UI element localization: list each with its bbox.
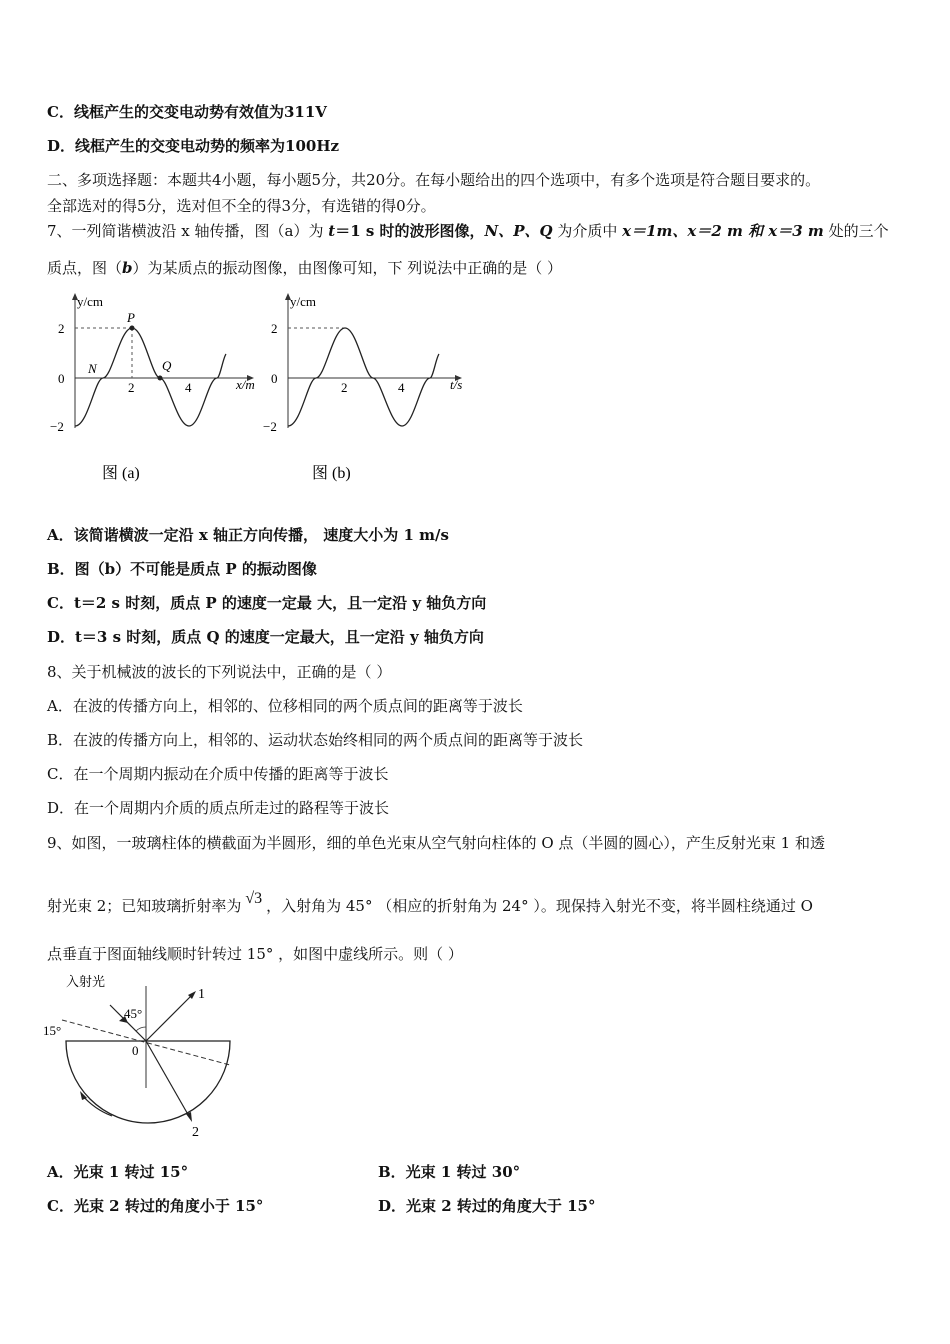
- q7-option-a: A．该简谐横波一定沿 x 轴正方向传播， 速度大小为 1 m/s: [47, 526, 449, 544]
- point-n-label: N: [88, 361, 97, 376]
- fig-a-ylabel: y/cm: [77, 294, 103, 309]
- section2-instructions-line2: 全部选对的得5分，选对但不全的得3分，有选错的得0分。: [47, 197, 436, 215]
- fig-b-ylabel: y/cm: [290, 294, 316, 309]
- fig-b-ytick-2: 2: [271, 321, 278, 336]
- fig-a-xtick-4: 4: [185, 380, 192, 395]
- q8-option-d: D．在一个周期内介质的质点所走过的路程等于波长: [47, 799, 390, 817]
- q7-stem-line2: 质点，图（b）为某质点的振动图像，由图像可知，下 列说法中正确的是（ ）: [47, 259, 563, 277]
- fig-a-caption: 图 (a): [102, 465, 140, 482]
- q6-option-c: C．线框产生的交变电动势有效值为311V: [47, 103, 327, 121]
- q9-option-d: D．光束 2 转过的角度大于 15°: [378, 1197, 596, 1215]
- fig-a-ytick-0: 0: [58, 371, 65, 386]
- fig-b-xtick-4: 4: [398, 380, 405, 395]
- point-p-label: P: [127, 310, 135, 325]
- q7-stem-line1: 7、一列简谐横波沿 x 轴传播，图（a）为 t＝1 s 时的波形图像，N、P、Q 为介质中 x＝1m、x＝2 m 和 x＝3 m 处的三个: [47, 222, 889, 240]
- q8-stem: 8、关于机械波的波长的下列说法中，正确的是（ ）: [47, 663, 392, 681]
- origin-label: 0: [132, 1043, 139, 1058]
- q6-option-d: D．线框产生的交变电动势的频率为100Hz: [47, 137, 340, 155]
- fig-b-ytick-0: 0: [271, 371, 278, 386]
- fig-b-ytick-neg2: −2: [263, 419, 277, 434]
- q9-option-a: A．光束 1 转过 15°: [47, 1163, 189, 1181]
- q9-stem-line3: 点垂直于图面轴线顺时针转过 15° ，如图中虚线所示。则（ ）: [47, 945, 463, 963]
- q8-option-c: C．在一个周期内振动在介质中传播的距离等于波长: [47, 765, 389, 783]
- q8-option-a: A．在波的传播方向上，相邻的、位移相同的两个质点间的距离等于波长: [47, 697, 523, 715]
- q7-figures: [40, 288, 480, 488]
- sqrt3-formula: √3: [245, 890, 263, 907]
- q9-figure: [40, 968, 240, 1143]
- point-q-label: Q: [162, 358, 172, 373]
- fig-a-ytick-neg2: −2: [50, 419, 64, 434]
- fig-a-xlabel: x/m: [236, 377, 255, 392]
- q9-stem-line1: 9、如图，一玻璃柱体的横截面为半圆形，细的单色光束从空气射向柱体的 O 点（半圆的圆心），产生反射光束 1 和透: [47, 834, 825, 852]
- section2-instructions-line1: 二、多项选择题：本题共4小题，每小题5分，共20分。在每小题给出的四个选项中，有多个选项是符合题目要求的。: [47, 171, 821, 189]
- fig-a-ytick-2: 2: [58, 321, 65, 336]
- q7-option-b: B．图（b）不可能是质点 P 的振动图像: [47, 560, 317, 578]
- figure-a: [50, 293, 255, 482]
- incident-light-label: 入射光: [66, 974, 106, 989]
- beam1-label: 1: [198, 987, 205, 1002]
- fig-a-xtick-2: 2: [128, 380, 135, 395]
- fig-b-xtick-2: 2: [341, 380, 348, 395]
- q9-stem-line2: 射光束 2；已知玻璃折射率为 √3 ，入射角为 45° （相应的折射角为 24° ）。现保持入射光不变，将半圆柱绕通过 O: [47, 890, 813, 915]
- beam2-label: 2: [192, 1125, 199, 1140]
- q7-option-c: C．t＝2 s 时刻，质点 P 的速度一定最 大，且一定沿 y 轴负方向: [47, 594, 487, 612]
- q7-option-d: D．t＝3 s 时刻，质点 Q 的速度一定最大，且一定沿 y 轴负方向: [47, 628, 484, 646]
- fig-b-caption: 图 (b): [312, 465, 351, 482]
- q8-option-b: B．在波的传播方向上，相邻的、运动状态始终相同的两个质点间的距离等于波长: [47, 731, 584, 749]
- angle-45-label: 45°: [124, 1006, 143, 1021]
- q9-option-b: B．光束 1 转过 30°: [378, 1163, 521, 1181]
- angle-15-label: 15°: [43, 1023, 62, 1038]
- figure-b: [263, 293, 462, 482]
- fig-b-xlabel: t/s: [450, 377, 463, 392]
- q9-option-c: C．光束 2 转过的角度小于 15°: [47, 1197, 264, 1215]
